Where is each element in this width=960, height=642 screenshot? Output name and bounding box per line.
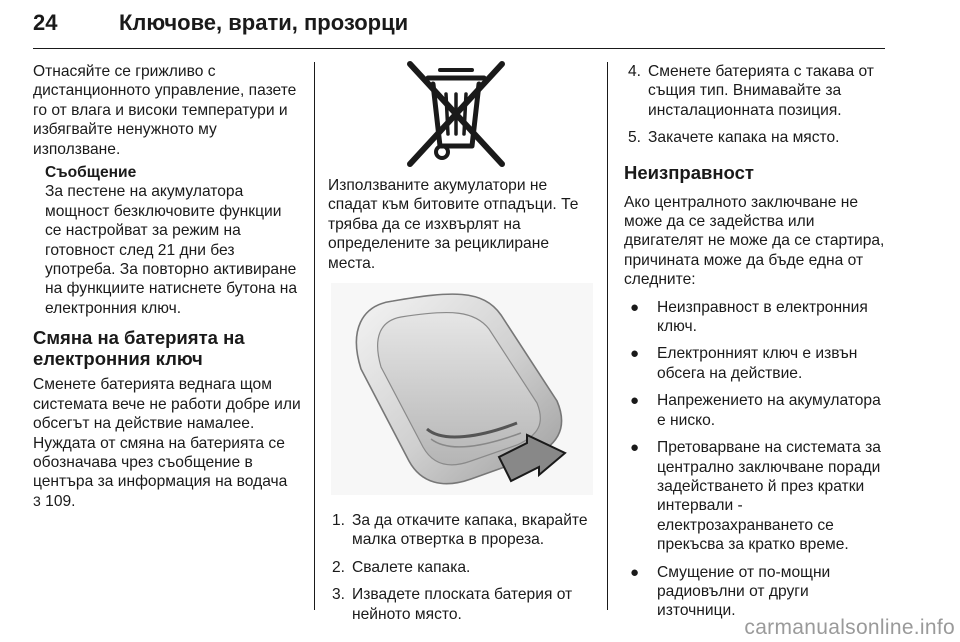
column-2 [328, 62, 596, 632]
notice-body: За пестене на акумулатора мощност безключовите функции се настройват за режим на готовност след 21 дни без употреба. За повторно активиране на функциите натиснете бутона на електронния ключ. [45, 183, 298, 317]
step-text: Свалете капака. [352, 558, 471, 576]
battery-change-heading: Смяна на батерията на електронния ключ [33, 327, 245, 370]
cause-text: Смущение от по-мощни радиовълни от други източници. [657, 563, 831, 620]
steps-list-2 [624, 62, 890, 148]
page-header [33, 4, 885, 44]
crossed-out-wheelie-bin-icon [406, 60, 506, 170]
step-number: 3. [332, 586, 346, 604]
step-number: 4. [628, 63, 642, 80]
header-rule [33, 48, 885, 49]
column-divider-1 [314, 62, 315, 610]
page-title: Ключове, врати, прозорци [119, 10, 409, 35]
causes-list [624, 298, 890, 621]
step-2 [328, 558, 596, 577]
step-text: За да откачите капака, вкарайте малка отвертка в прореза. [352, 512, 588, 549]
cause-item [630, 298, 890, 337]
step-text: Закачете капака на място. [648, 129, 840, 147]
column-1 [33, 62, 301, 511]
cause-text: Претоварване на системата за централно заключване поради задействането й през кратки интервали - електрозахранването се прекъсва за кратко време. [657, 439, 881, 554]
notice-box [45, 163, 301, 318]
step-1 [328, 511, 596, 550]
notice-title: Съобщение [45, 164, 137, 182]
bullet-icon: ● [630, 439, 640, 457]
step-4 [624, 62, 890, 120]
watermark: carmanualsonline.info [744, 616, 955, 639]
step-number: 1. [332, 512, 346, 530]
cause-item [630, 344, 890, 383]
care-paragraph: Отнасяйте се грижливо с дистанционното управление, пазете го от влага и високи температури и избягвайте ненужното му използване. [33, 63, 297, 158]
page-reference-link[interactable]: 109. [45, 492, 76, 510]
step-5 [624, 128, 890, 147]
step-number: 2. [332, 558, 346, 576]
battery-change-text: Сменете батерията веднага щом системата вече не работи добре или обсегът на действие намалее. Нуждата от смяна на батерията се обозначава чрез съобщение в центъра за информация на водача [33, 376, 301, 491]
malfunction-paragraph: Ако централното заключване не може да се задейства или двигателят не може да се стартира, причината може да бъде една от следните: [624, 193, 885, 289]
step-3 [328, 585, 596, 624]
step-text: Извадете плоската батерия от нейното място. [352, 586, 573, 623]
bullet-icon: ● [630, 392, 640, 410]
cause-text: Електронният ключ е извън обсега на действие. [657, 345, 858, 382]
cause-text: Неизправност в електронния ключ. [657, 298, 868, 336]
battery-change-paragraph [33, 375, 301, 511]
cause-item [630, 563, 890, 621]
steps-list-1 [328, 511, 596, 624]
step-text: Сменете батерията с такава от същия тип. Внимавайте за инсталационната позиция. [648, 63, 874, 119]
page-number: 24 [33, 10, 58, 35]
step-number: 5. [628, 129, 642, 147]
recycling-paragraph: Използваните акумулатори не спадат към битовите отпадъци. Те трябва да се изхвърлят на определените за рециклиране места. [328, 177, 579, 272]
bullet-icon: ● [630, 298, 640, 316]
page-reference-arrow-icon: 3 [33, 492, 41, 509]
bullet-icon: ● [630, 563, 640, 581]
bullet-icon: ● [630, 345, 640, 363]
cause-text: Напрежението на акумулатора е ниско. [657, 392, 881, 429]
cause-item [630, 391, 890, 430]
column-3 [624, 62, 890, 629]
cause-item [630, 438, 890, 554]
malfunction-heading: Неизправност [624, 161, 754, 183]
column-divider-2 [607, 62, 608, 610]
electronic-key-illustration [331, 283, 593, 495]
